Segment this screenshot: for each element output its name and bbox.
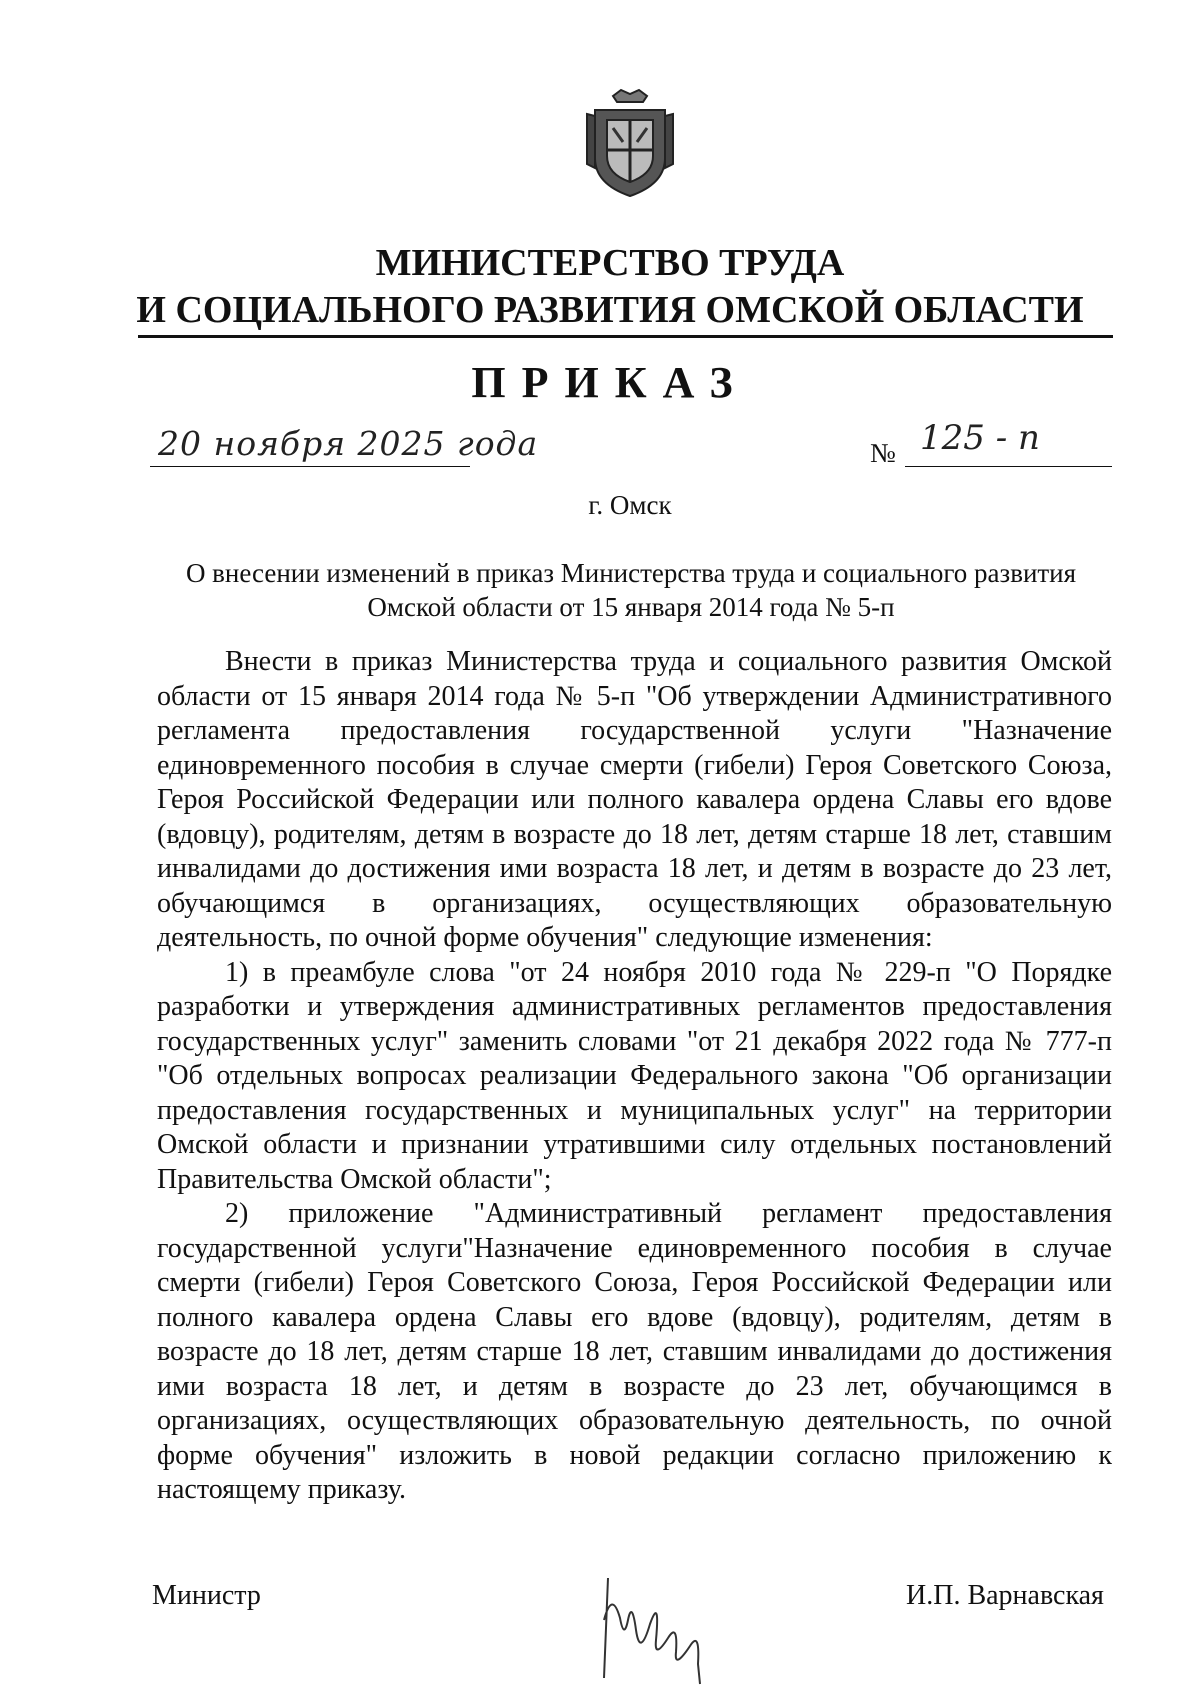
order-subject bbox=[150, 556, 1112, 624]
coat-of-arms-icon bbox=[583, 88, 677, 200]
body-paragraph-intro: Внести в приказ Министерства труда и социального развития Омской области от 15 января 2014 года № 5-п "Об утверждении Административного регламента предоставления государственной услуги "Назначение единовременного пособия в случае смерти (гибели) Героя Советского Союза, Героя Российской Федерации или полного кавалера ордена Славы его вдове (вдовцу), родителям, детям в возрасте до 18 лет, детям старше 18 лет, ставшим инвалидами до достижения ими возраста 18 лет, и детям в возрасте до 23 лет, обучающимся в организациях, осуществляющих образовательную деятельность, по очной форме обучения" следующие изменения: bbox=[157, 646, 1112, 953]
order-body bbox=[157, 645, 1112, 1508]
city: г. Омск bbox=[588, 490, 672, 520]
subject-line1: О внесении изменений в приказ Министерства труда и социального развития bbox=[185, 558, 1077, 588]
body-item-2: 2) приложение "Административный регламент предоставления государственной услуги"Назначение единовременного пособия в случае смерти (гибели) Героя Советского Союза, Героя Российской Федерации или полного кавалера ордена Славы его вдове (вдовцу), родителям, детям в возрасте до 18 лет, детям старше 18 лет, ставшим инвалидами до достижения ими возраста 18 лет, и детям в возрасте до 23 лет, обучающимся в организациях, осуществляющих образовательную деятельность, по очной форме обучения" изложить в новой редакции согласно приложению к настоящему приказу. bbox=[157, 1198, 1112, 1505]
order-number-label: № bbox=[870, 438, 896, 468]
ministry-name-line1: МИНИСТЕРСТВО ТРУДА bbox=[375, 242, 845, 284]
order-date: 20 ноября 2025 года bbox=[158, 424, 539, 463]
handwritten-signature-icon bbox=[590, 1560, 760, 1690]
order-number: 125 - п bbox=[920, 418, 1040, 458]
signatory-title: Министр bbox=[152, 1580, 261, 1611]
body-item-1: 1) в преамбуле слова "от 24 ноября 2010 года № 229-п "О Порядке разработки и утверждения административных регламентов предоставления государственных услуг" заменить словами "от 21 декабря 2022 года № 777-п "Об отдельных вопросах реализации Федерального закона "Об организации предоставления государственных и муниципальных услуг" на территории Омской области и признании утратившими силу отдельных постановлений Правительства Омской области"; bbox=[157, 956, 1112, 1195]
header-divider bbox=[138, 335, 1113, 338]
ministry-name-line2: И СОЦИАЛЬНОГО РАЗВИТИЯ ОМСКОЙ ОБЛАСТИ bbox=[136, 289, 1084, 331]
number-underline bbox=[905, 466, 1112, 467]
document-type-title: ПРИКАЗ bbox=[471, 358, 749, 407]
subject-line2: Омской области от 15 января 2014 года № 5-п bbox=[367, 592, 895, 622]
signatory-name: И.П. Варнавская bbox=[906, 1580, 1104, 1611]
date-underline bbox=[150, 466, 470, 467]
